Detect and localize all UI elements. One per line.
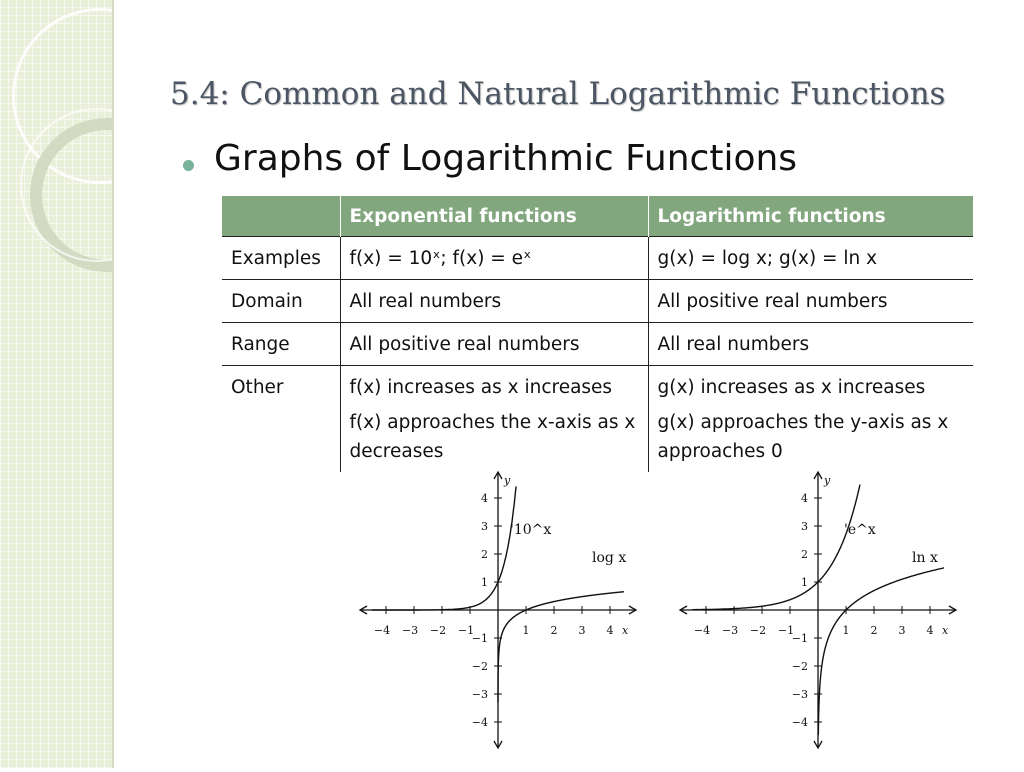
x-tick-label: −4 bbox=[373, 624, 391, 637]
y-tick-label: −2 bbox=[471, 660, 488, 673]
graph-common-log bbox=[340, 470, 650, 768]
curve-ln bbox=[818, 568, 944, 735]
y-axis-label: y bbox=[824, 474, 831, 487]
comparison-table bbox=[222, 196, 973, 472]
curve-log10 bbox=[498, 592, 624, 703]
table-row bbox=[222, 323, 973, 366]
cell-text: g(x) = log x; g(x) = ln x bbox=[657, 248, 878, 269]
graph-canvas bbox=[340, 470, 650, 768]
x-tick-label: 2 bbox=[870, 624, 878, 637]
y-tick-label: 2 bbox=[481, 548, 488, 561]
y-tick-label: 3 bbox=[481, 520, 488, 533]
row-label: Examples bbox=[222, 237, 340, 280]
row-label: Range bbox=[222, 323, 340, 366]
y-tick-label: −1 bbox=[791, 632, 808, 645]
y-tick-label: −1 bbox=[471, 632, 488, 645]
cell-text: All real numbers bbox=[657, 334, 810, 355]
table-cell bbox=[340, 280, 648, 323]
curve-label: log x bbox=[592, 550, 627, 566]
x-tick-label: 4 bbox=[606, 624, 614, 637]
x-tick-label: 4 bbox=[926, 624, 934, 637]
y-tick-label: −4 bbox=[791, 716, 808, 729]
table-cell bbox=[340, 366, 648, 473]
table-cell bbox=[340, 323, 648, 366]
cell-text: f(x) = 10ˣ; f(x) = eˣ bbox=[349, 248, 532, 269]
y-tick-label: −2 bbox=[791, 660, 808, 673]
x-tick-label: −1 bbox=[777, 624, 795, 637]
curve-exp bbox=[692, 485, 860, 610]
curve-pow10 bbox=[372, 486, 516, 610]
x-tick-label: −3 bbox=[721, 624, 739, 637]
table-header-empty bbox=[222, 196, 340, 237]
table-cell bbox=[648, 237, 973, 280]
y-tick-label: 4 bbox=[801, 492, 808, 505]
table-row bbox=[222, 237, 973, 280]
graph-natural-log bbox=[660, 470, 970, 768]
bullet-dot-icon bbox=[183, 160, 194, 171]
table-header-row bbox=[222, 196, 973, 237]
x-tick-label: 3 bbox=[898, 624, 906, 637]
row-label: Other bbox=[222, 366, 340, 473]
table-cell bbox=[648, 280, 973, 323]
row-label: Domain bbox=[222, 280, 340, 323]
cell-text: All real numbers bbox=[349, 291, 502, 312]
y-tick-label: 4 bbox=[481, 492, 488, 505]
x-axis-label: x bbox=[622, 624, 629, 637]
cell-text: All positive real numbers bbox=[349, 334, 580, 355]
table-row bbox=[222, 280, 973, 323]
slide-title: 5.4: Common and Natural Logarithmic Functions bbox=[170, 76, 946, 112]
table-cell bbox=[648, 323, 973, 366]
graph-canvas bbox=[660, 470, 970, 768]
x-tick-label: −1 bbox=[457, 624, 475, 637]
x-tick-label: −2 bbox=[429, 624, 447, 637]
y-axis-label: y bbox=[504, 474, 511, 487]
cell-text: f(x) increases as x increases bbox=[349, 377, 613, 398]
x-tick-label: −4 bbox=[693, 624, 711, 637]
y-tick-label: 1 bbox=[801, 576, 808, 589]
table-header-logarithmic: Logarithmic functions bbox=[648, 196, 973, 237]
cell-text: g(x) increases as x increases bbox=[657, 377, 926, 398]
y-tick-label: 3 bbox=[801, 520, 808, 533]
x-tick-label: 2 bbox=[550, 624, 558, 637]
bullet-text: Graphs of Logarithmic Functions bbox=[214, 138, 798, 179]
decorative-sidebar bbox=[0, 0, 114, 768]
curve-label: 'e^x bbox=[844, 522, 876, 538]
y-tick-label: −3 bbox=[471, 688, 488, 701]
y-tick-label: −3 bbox=[791, 688, 808, 701]
x-tick-label: −3 bbox=[401, 624, 419, 637]
y-tick-label: 1 bbox=[481, 576, 488, 589]
cell-text: g(x) approaches the y-axis as x approaches 0 bbox=[657, 412, 949, 462]
cell-text: All positive real numbers bbox=[657, 291, 888, 312]
curve-label: '10^x bbox=[510, 522, 552, 538]
y-tick-label: −4 bbox=[471, 716, 488, 729]
curve-label: ln x bbox=[912, 550, 938, 566]
x-axis-label: x bbox=[942, 624, 949, 637]
table-cell bbox=[340, 237, 648, 280]
table-cell bbox=[648, 366, 973, 473]
table-header-exponential: Exponential functions bbox=[340, 196, 648, 237]
x-tick-label: 3 bbox=[578, 624, 586, 637]
cell-text: f(x) approaches the x-axis as x decreases bbox=[349, 412, 636, 462]
x-tick-label: −2 bbox=[749, 624, 767, 637]
table-row bbox=[222, 366, 973, 473]
x-tick-label: 1 bbox=[522, 624, 530, 637]
y-tick-label: 2 bbox=[801, 548, 808, 561]
x-tick-label: 1 bbox=[842, 624, 850, 637]
